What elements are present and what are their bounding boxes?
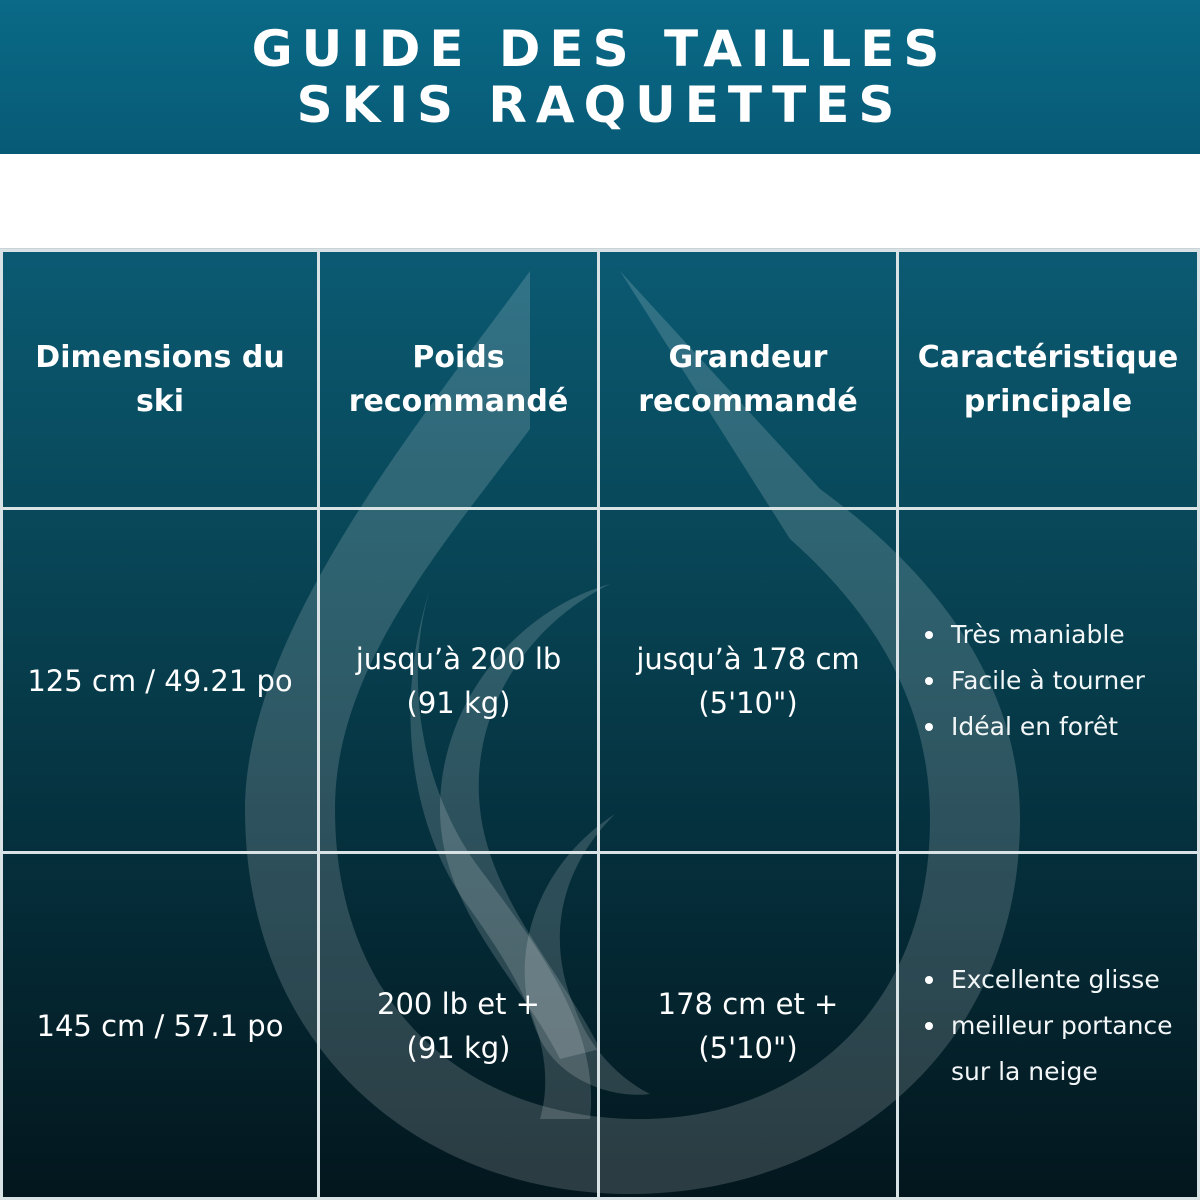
list-item: Très maniable (899, 612, 1191, 658)
weight-value: jusqu’à 200 lb (355, 641, 562, 676)
column-header-line: Poids (412, 339, 505, 375)
weight-value-metric: (91 kg) (406, 1030, 511, 1065)
list-item: Excellente glisse (899, 957, 1191, 1003)
column-header-feature (899, 249, 1200, 510)
list-item: Facile à tourner (899, 658, 1191, 704)
height-value: 178 cm et + (657, 986, 839, 1021)
weight-value: 200 lb et + (377, 986, 540, 1021)
table-cell-height (600, 854, 899, 1200)
size-guide-table (0, 249, 1200, 1200)
column-header-height (600, 249, 899, 510)
feature-list (899, 957, 1191, 1095)
column-header-line: principale (963, 383, 1133, 419)
column-header-line: Grandeur (668, 339, 828, 375)
height-value-imperial: (5'10") (698, 685, 798, 720)
page-title-line-1: GUIDE DES TAILLES (251, 20, 949, 78)
page-title-line-2: SKIS RAQUETTES (296, 76, 904, 134)
table-cell-height (600, 510, 899, 854)
column-header-line: Dimensions du (35, 339, 285, 375)
column-header-line: recommandé (638, 383, 858, 419)
column-header-line: Caractéristique (917, 339, 1179, 375)
table-cell-features (899, 854, 1200, 1200)
table-cell-weight (320, 510, 600, 854)
list-item: meilleur portance sur la neige (899, 1003, 1191, 1095)
page-header (0, 0, 1200, 154)
height-value-imperial: (5'10") (698, 1030, 798, 1065)
table-cell-weight (320, 854, 600, 1200)
column-header-line: recommandé (348, 383, 569, 419)
spacer (0, 154, 1200, 248)
list-item: Idéal en forêt (899, 704, 1191, 750)
column-header-weight (320, 249, 600, 510)
dimension-value: 145 cm / 57.1 po (36, 1008, 284, 1043)
feature-list (899, 612, 1191, 750)
dimension-value: 125 cm / 49.21 po (27, 663, 293, 698)
table-cell-dimension (0, 854, 320, 1200)
column-header-line: ski (135, 383, 185, 419)
weight-value-metric: (91 kg) (406, 685, 511, 720)
height-value: jusqu’à 178 cm (636, 641, 860, 676)
table-cell-dimension (0, 510, 320, 854)
table-cell-features (899, 510, 1200, 854)
column-header-dimensions (0, 249, 320, 510)
table-grid (0, 249, 1200, 1200)
